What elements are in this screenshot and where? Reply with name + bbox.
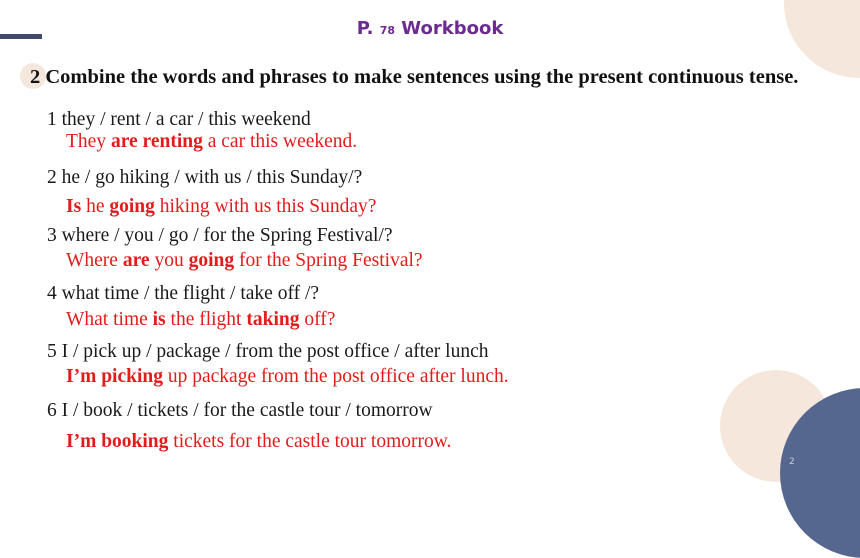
title-label: Workbook	[395, 18, 504, 39]
instruction-text: Combine the words and phrases to make sentences using the present continuous tense.	[40, 66, 799, 88]
answer-text: Where	[66, 250, 123, 271]
answer-verb: going	[188, 250, 235, 271]
answer-verb: Is	[66, 196, 82, 217]
answer-text: a car this weekend.	[202, 131, 358, 152]
prompt-2: 2 he / go hiking / with us / this Sunday/?	[47, 167, 363, 188]
answer-text: hiking with us this Sunday?	[154, 196, 377, 217]
answer-verb: are renting	[110, 131, 203, 152]
answer-verb: I’m booking	[66, 431, 169, 452]
answer-verb: I’m picking	[66, 366, 163, 387]
title-prefix: P.	[356, 18, 380, 39]
prompt-6: 6 I / book / tickets / for the castle tour / tomorrow	[47, 400, 433, 421]
answer-6	[66, 431, 451, 453]
prompt-5: 5 I / pick up / package / from the post office / after lunch	[47, 341, 489, 362]
prompt-1: 1 they / rent / a car / this weekend	[47, 109, 311, 130]
answer-text: They	[66, 131, 111, 152]
answer-5	[66, 366, 509, 388]
answer-3	[66, 250, 423, 272]
answer-text: up package from the post office after lunch.	[162, 366, 509, 387]
answer-text: for the Spring Festival?	[234, 250, 423, 271]
answer-text: off?	[299, 309, 336, 330]
answer-2	[66, 196, 376, 218]
page-number: 2	[789, 457, 795, 467]
answer-4	[66, 309, 335, 331]
page-title	[0, 18, 860, 39]
answer-verb: taking	[246, 309, 300, 330]
answer-text: the flight	[165, 309, 247, 330]
answer-verb: are	[122, 250, 150, 271]
prompt-3: 3 where / you / go / for the Spring Festival/?	[47, 225, 393, 246]
answer-text: What time	[66, 309, 153, 330]
answer-text: you	[149, 250, 189, 271]
title-page-number: 78	[379, 24, 396, 37]
answer-1	[66, 131, 357, 153]
answer-text: tickets for the castle tour tomorrow.	[168, 431, 452, 452]
answer-verb: is	[152, 309, 166, 330]
prompt-4: 4 what time / the flight / take off /?	[47, 283, 320, 304]
answer-text: he	[81, 196, 110, 217]
answer-verb: going	[109, 196, 155, 217]
exercise-number: 2	[30, 66, 41, 88]
exercise-instruction	[30, 66, 798, 89]
